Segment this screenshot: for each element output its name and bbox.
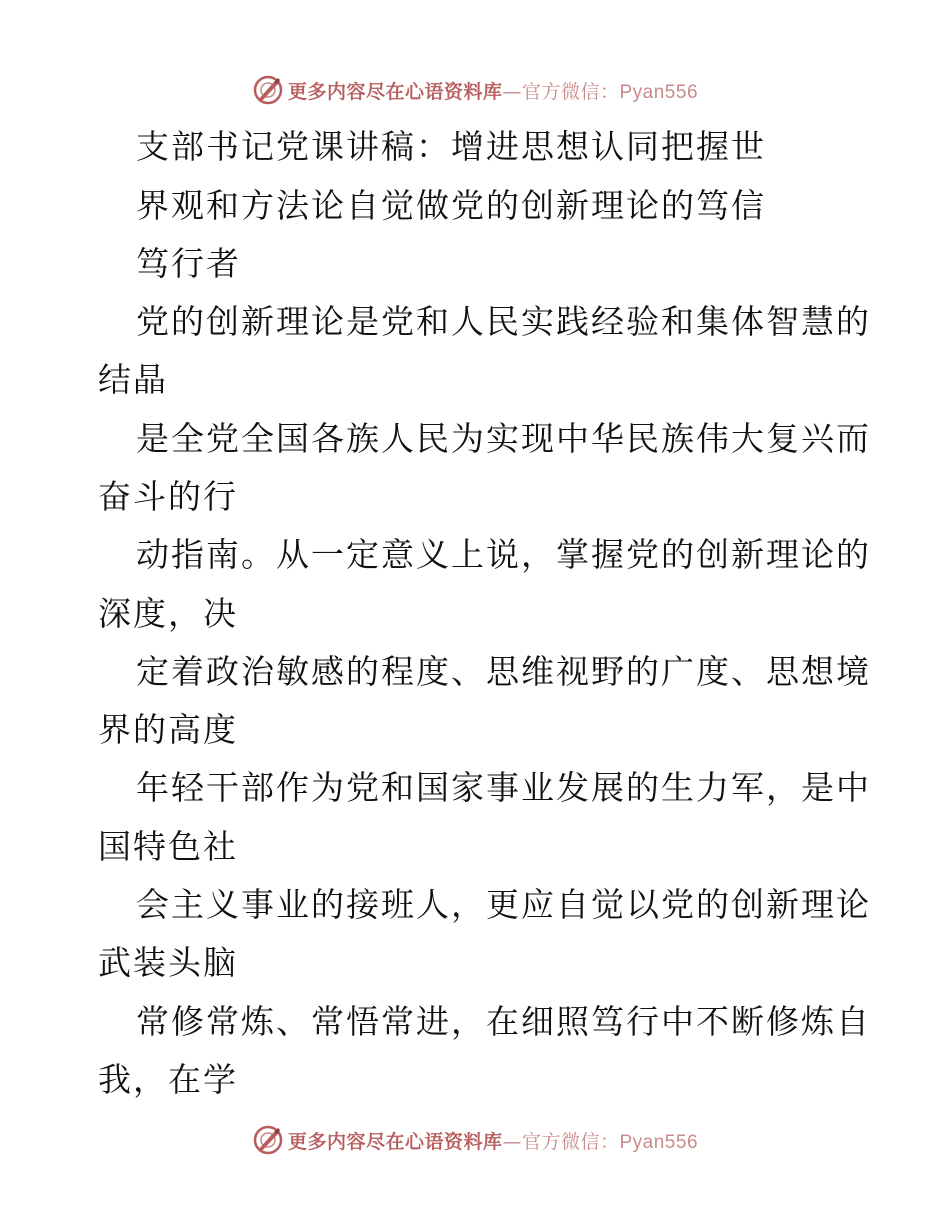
body-line: 武装头脑 — [98, 943, 238, 982]
document-title-line: 支部书记党课讲稿：增进思想认同把握世 — [136, 127, 766, 166]
body-line: 界的高度 — [98, 710, 238, 749]
pen-circle-icon — [252, 1124, 284, 1156]
body-line: 会主义事业的接班人，更应自觉以党的创新理论 — [136, 885, 871, 924]
watermark-text — [288, 1127, 698, 1154]
body-line: 定着政治敏感的程度、思维视野的广度、思想境 — [136, 652, 871, 691]
body-line: 年轻干部作为党和国家事业发展的生力军，是中 — [136, 768, 871, 807]
document-title-line: 笃行者 — [136, 244, 241, 283]
watermark-dash: — — [502, 80, 522, 103]
body-line: 常修常炼、常悟常进，在细照笃行中不断修炼自 — [136, 1002, 871, 1041]
footer-watermark — [0, 1120, 950, 1160]
watermark-handle: Pyan556 — [619, 1131, 699, 1153]
body-line: 我，在学 — [98, 1060, 238, 1099]
body-line: 动指南。从一定意义上说，掌握党的创新理论的 — [136, 535, 871, 574]
watermark-dash: — — [502, 1130, 522, 1153]
body-line: 深度，决 — [98, 594, 238, 633]
body-line: 结晶 — [98, 360, 168, 399]
watermark-official-label: 官方微信： — [521, 1130, 620, 1153]
body-line: 国特色社 — [98, 827, 238, 866]
body-line: 奋斗的行 — [98, 477, 238, 516]
watermark-main-text: 更多内容尽在心语资料库 — [287, 1130, 503, 1153]
watermark-official-label: 官方微信： — [521, 80, 620, 103]
watermark-text — [288, 77, 698, 104]
document-title-line: 界观和方法论自觉做党的创新理论的笃信 — [136, 186, 766, 225]
watermark-handle: Pyan556 — [619, 81, 699, 103]
body-line: 党的创新理论是党和人民实践经验和集体智慧的 — [136, 302, 871, 341]
header-watermark — [0, 70, 950, 110]
watermark-main-text: 更多内容尽在心语资料库 — [287, 80, 503, 103]
pen-circle-icon — [252, 74, 284, 106]
body-line: 是全党全国各族人民为实现中华民族伟大复兴而 — [136, 419, 871, 458]
